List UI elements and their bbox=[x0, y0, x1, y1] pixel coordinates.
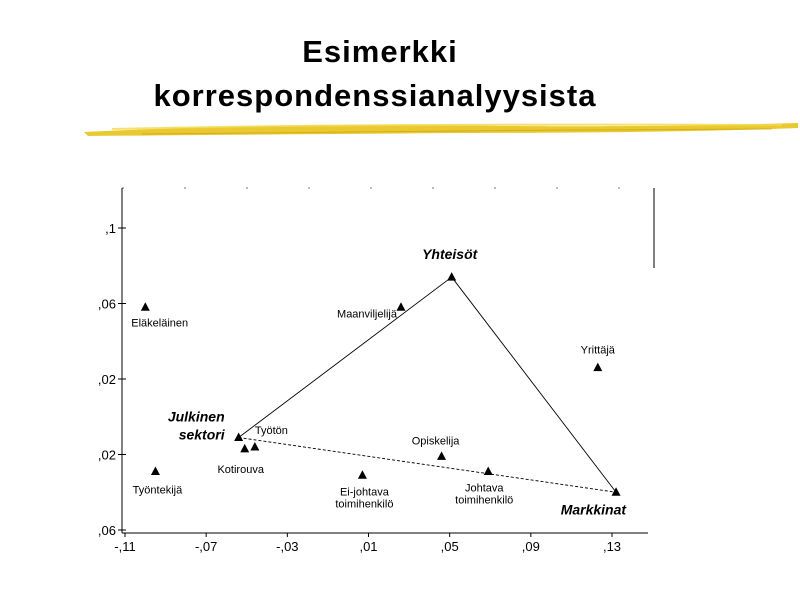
point-marker-maanviljelijä bbox=[396, 302, 405, 311]
point-marker-johtava-toimihenkilö bbox=[484, 466, 493, 475]
category-marker-yhteisöt bbox=[447, 272, 456, 281]
point-label-eläkeläinen: Eläkeläinen bbox=[131, 317, 189, 330]
point-label-maanviljelijä: Maanviljelijä bbox=[337, 308, 397, 321]
plot-frame bbox=[122, 188, 654, 533]
point-label-yrittäjä: Yrittäjä bbox=[580, 344, 615, 357]
point-label-työntekijä: Työntekijä bbox=[132, 484, 183, 497]
x-tick-label: ,01 bbox=[359, 539, 378, 554]
category-points bbox=[168, 246, 628, 517]
x-tick-label: -,03 bbox=[276, 539, 299, 554]
slide-title-line-1: Esimerkki bbox=[302, 34, 458, 69]
point-label-ei-johtava-toimihenkilö: Ei-johtava toimihenkilö bbox=[335, 486, 394, 511]
x-axis-ticks bbox=[114, 533, 621, 554]
y-tick-label: ,1 bbox=[105, 221, 116, 236]
point-marker-ei-johtava-toimihenkilö bbox=[358, 470, 367, 479]
point-label-kotirouva: Kotirouva bbox=[217, 463, 264, 476]
y-tick-label: ,02 bbox=[97, 447, 116, 463]
x-tick-label: -,11 bbox=[114, 539, 136, 554]
point-label-työtön: Työtön bbox=[254, 424, 288, 437]
connection-line-julkinen-sektori-to-yhteisöt bbox=[239, 277, 452, 437]
category-connection-lines bbox=[239, 277, 616, 492]
point-marker-opiskelija bbox=[437, 451, 446, 460]
point-marker-eläkeläinen bbox=[141, 302, 150, 311]
x-tick-label: -,07 bbox=[194, 539, 218, 554]
slide-title-line-2: korrespondenssianalyysista bbox=[153, 78, 597, 113]
point-marker-yrittäjä bbox=[593, 363, 602, 372]
y-tick-label: ,02 bbox=[97, 372, 116, 387]
point-label-johtava-toimihenkilö: Johtava toimihenkilö bbox=[455, 482, 514, 507]
data-points bbox=[131, 302, 615, 510]
y-tick-label: ,06 bbox=[97, 296, 116, 312]
point-marker-kotirouva bbox=[240, 444, 249, 453]
x-tick-label: ,09 bbox=[521, 539, 540, 554]
category-label-yhteisöt: Yhteisöt bbox=[422, 246, 478, 263]
y-tick-label: ,06 bbox=[97, 523, 116, 538]
point-label-opiskelija: Opiskelija bbox=[411, 435, 460, 448]
point-marker-työtön bbox=[250, 442, 259, 451]
connection-line-yhteisöt-to-markkinat bbox=[452, 277, 616, 492]
point-marker-työntekijä bbox=[151, 466, 160, 475]
category-label-markkinat: Markkinat bbox=[560, 501, 627, 518]
x-tick-label: ,13 bbox=[602, 539, 622, 554]
category-marker-julkinen-sektori bbox=[234, 433, 243, 442]
category-label-julkinen-sektori: Julkinen sektori bbox=[167, 408, 225, 443]
x-tick-label: ,05 bbox=[440, 539, 459, 554]
